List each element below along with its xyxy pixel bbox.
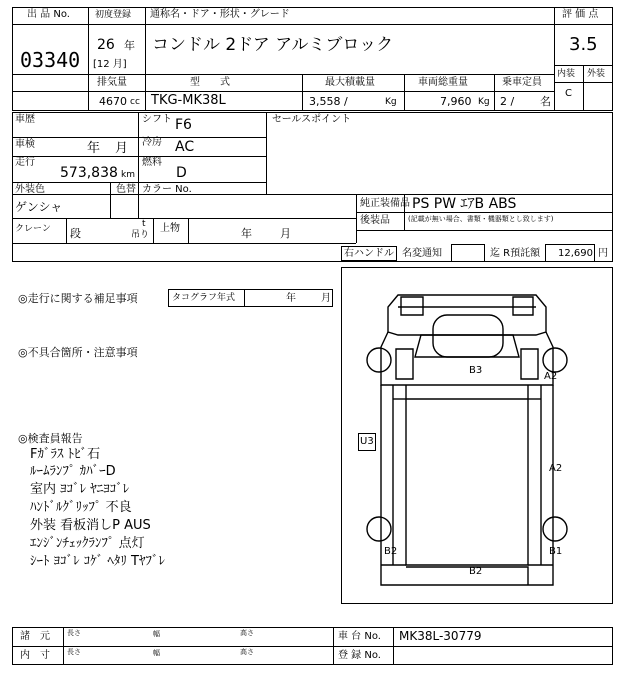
truck-diagram [341, 267, 613, 604]
first-reg-label: 初度登録 [95, 10, 132, 20]
color-no-label: カラー No. [142, 184, 192, 195]
reg-no-label: 登 録 No. [338, 650, 381, 661]
length-label: 長さ [67, 648, 81, 656]
ext-color-value: ゲンシャ [15, 200, 63, 214]
aftermarket-note: (記載が無い場合、書類・機器類とし致します) [408, 215, 554, 223]
mark-a2-top: A2 [544, 371, 558, 382]
gross-weight-value: 7,960 [440, 95, 472, 108]
max-load-label: 最大積載量 [325, 77, 375, 88]
upper-month: 月 [280, 227, 291, 240]
tacho-year: 年 [286, 293, 296, 304]
chassis-no: MK38L-30779 [399, 629, 482, 643]
mileage-unit: km [121, 170, 135, 180]
reg-month: [12 月] [93, 59, 127, 70]
exterior-label: 外装 [587, 69, 606, 79]
inspection-year: 年 [87, 141, 101, 156]
car-name: コンドル 2ドア アルミブロック [152, 35, 394, 55]
mark-b2-left: B2 [384, 546, 398, 557]
displacement-unit: cc [130, 97, 140, 107]
factory-equip-label: 純正装備品 [360, 198, 410, 209]
inspector-line: ｼｰﾄ ﾖｺﾞﾚ ｺｹﾞ ﾍﾀﾘ Tﾔﾌﾞﾚ [30, 554, 165, 569]
crane-label: クレーン [15, 224, 51, 234]
length-label: 長さ [67, 629, 81, 637]
inspector-line: Fｶﾞﾗｽ ﾄﾋﾞ石 [30, 447, 101, 462]
max-load-value: 3,558 / [309, 95, 348, 108]
inspector-title: ◎検査員報告 [18, 432, 83, 445]
recycle-label: 迄 R預託額 [490, 248, 541, 259]
inspection-label: 車検 [15, 139, 35, 150]
capacity-unit: 名 [540, 95, 551, 108]
ext-color-label: 外装色 [15, 184, 45, 195]
dimensions-label: 諸 元 [20, 631, 50, 642]
inspector-line: ﾙｰﾑﾗﾝﾌﾟ ｶﾊﾞｰD [30, 464, 116, 479]
name-change-box [451, 244, 485, 262]
shift-label: シフト [142, 114, 172, 125]
displacement-value: 4670 [99, 95, 127, 108]
inspector-line: 外装 看板消しP AUS [30, 518, 151, 533]
tacho-month: 月 [321, 293, 331, 304]
factory-equip-value: PS PW ｴｱB ABS [412, 196, 517, 212]
chassis-label: 車 台 No. [338, 631, 381, 642]
mark-a2-side: A2 [549, 463, 563, 474]
fuel-label: 燃料 [142, 157, 162, 168]
name-change-label: 名変通知 [402, 248, 442, 259]
model-label: 型 式 [190, 77, 230, 88]
sales-point-label: セールスポイント [272, 114, 352, 125]
crane-stage: 段 [70, 227, 81, 240]
mark-u3: U3 [360, 436, 374, 447]
mark-b2-bottom: B2 [469, 566, 483, 577]
ac-value: AC [175, 139, 195, 155]
interior-label: 内装 [557, 69, 576, 79]
inspector-line: ﾊﾝﾄﾞﾙｸﾞﾘｯﾌﾟ 不良 [30, 500, 132, 515]
mark-b1: B1 [549, 546, 563, 557]
crane-ton-t: t [142, 219, 146, 229]
capacity-label: 乗車定員 [502, 77, 542, 88]
defects-title: ◎不具合箇所・注意事項 [18, 346, 138, 359]
max-load-unit: Kg [385, 97, 397, 107]
width-label: 幅 [153, 630, 160, 638]
interior-grade: C [565, 88, 572, 99]
width-label: 幅 [153, 649, 160, 657]
recycle-unit: 円 [598, 248, 608, 259]
capacity-value: 2 / [500, 95, 515, 108]
shift-value: F6 [175, 117, 192, 133]
reg-year: 26 [97, 37, 115, 53]
history-label: 車歴 [15, 114, 35, 125]
inspector-line: 室内 ﾖｺﾞﾚ ﾔﾆﾖｺﾞﾚ [30, 482, 130, 497]
crane-ton: 吊り [131, 230, 150, 240]
recycle-amount: 12,690 [558, 248, 593, 259]
ac-label: 冷房 [142, 137, 162, 148]
score-value: 3.5 [569, 34, 598, 55]
lot-label: 出 品 No. [27, 9, 70, 20]
height-label: 高さ [240, 648, 254, 656]
aftermarket-label: 後装品 [360, 215, 390, 226]
gross-weight-unit: Kg [478, 97, 490, 107]
supplement-title: ◎走行に関する補足事項 [18, 292, 138, 305]
upper-label: 上物 [160, 223, 180, 234]
interior-dim-label: 内 寸 [20, 650, 50, 661]
mileage-label: 走行 [15, 157, 35, 168]
mileage-value: 573,838 [60, 165, 118, 181]
height-label: 高さ [240, 629, 254, 637]
upper-year: 年 [241, 227, 252, 240]
inspection-month: 月 [115, 141, 129, 156]
right-handle: 右ハンドル [344, 248, 394, 259]
color-change-label: 色替 [116, 184, 136, 195]
lot-number: 03340 [20, 48, 81, 72]
model-value: TKG-MK38L [151, 93, 226, 108]
gross-weight-label: 車両総重量 [418, 77, 468, 88]
displacement-label: 排気量 [97, 77, 127, 88]
score-label: 評 価 点 [562, 9, 599, 20]
inspector-line: ｴﾝｼﾞﾝﾁｪｯｸﾗﾝﾌﾟ 点灯 [30, 536, 145, 551]
reg-year-unit: 年 [124, 39, 135, 52]
mark-b3: B3 [469, 365, 483, 376]
details-block [12, 112, 613, 262]
fuel-value: D [176, 165, 187, 181]
tacho-label: タコグラフ年式 [172, 293, 236, 303]
name-label: 通称名・ドア・形状・グレード [150, 9, 290, 20]
